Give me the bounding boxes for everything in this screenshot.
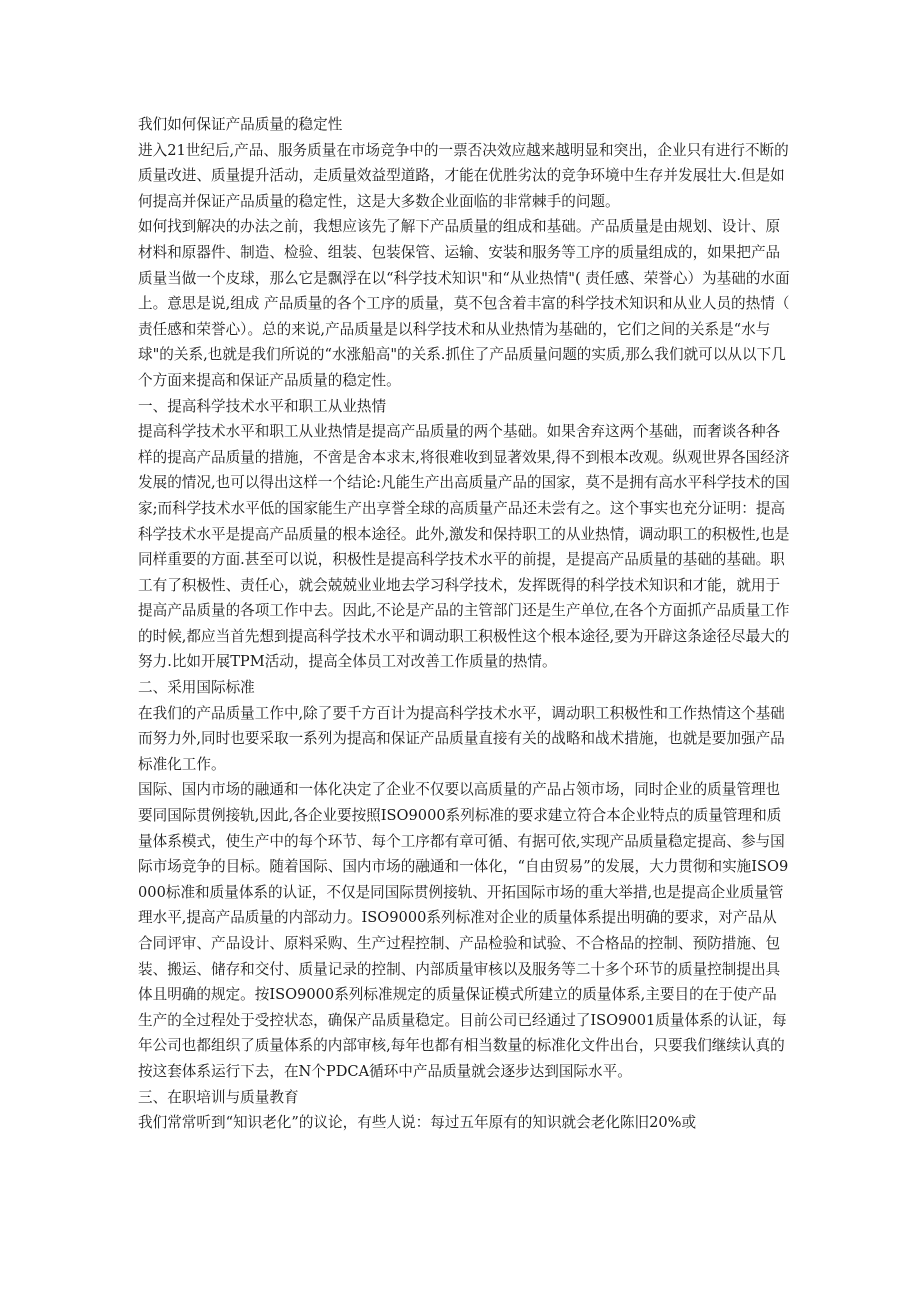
document-title: 我们如何保证产品质量的稳定性 [138,116,343,133]
section-heading-1: 一、提高科学技术水平和职工从业热情 [138,397,387,415]
section-heading-3: 三、在职培训与质量教育 [138,1088,299,1106]
paragraph-intro: 进入21世纪后,产品、服务质量在市场竞争中的一票否决效应越来越明显和突出，企业只有进行不断的质量改进、质量提升活动，走质量效益型道路，才能在优胜劣汰的竞争环境中生存并发展壮大.但是如何提高并保证产品质量的稳定性，这是大多数企业面临的非常棘手的问题。 [138,141,789,210]
paragraph-section-3: 我们常常听到“知识老化”的议论，有些人说：每过五年原有的知识就会老化陈旧20%或 [138,1114,697,1132]
paragraph-section-2a: 在我们的产品质量工作中,除了要千方百计为提高科学技术水平，调动职工积极性和工作热情这个基础而努力外,同时也要采取一系列为提高和保证产品质量直接有关的战略和战术措施，也就是要加强产品标准化工作。 [138,704,785,773]
paragraph-foundation: 如何找到解决的办法之前，我想应该先了解下产品质量的组成和基础。产品质量是由规划、设计、原材料和原器件、制造、检验、组装、包装保管、运输、安装和服务等工序的质量组成的，如果把产品质量当做一个皮球，那么它是飘浮在以“科学技术知识"和“从业热情"( 责任感、荣誉心）为基础的水面上。意思是说,组成 产品质量的各个工序的质量，莫不包含着丰富的科学技术知识和从业人员的热情（ 责任感和荣誉心）。总的来说,产品质量是以科学技术和从业热情为基础的，它们之间的关系是“水与球"的关系,也就是我们所说的“水涨船高"的关系.抓住了产品质量问题的实质,那么我们就可以从以下几个方面来提高和保证产品质量的稳定性。 [138,218,790,389]
document-body [138,112,790,1136]
paragraph-section-1: 提高科学技术水平和职工从业热情是提高产品质量的两个基础。如果舍弃这两个基础，而奢谈各种各样的提高产品质量的措施，不啻是舍本求末,将很难收到显著效果,得不到根本改观。纵观世界各国经济发展的情况,也可以得出这样一个结论:凡能生产出高质量产品的国家，莫不是拥有高水平科学技术的国家;而科学技术水平低的国家能生产出享誉全球的高质量产品还未尝有之。这个事实也充分证明：提高科学技术水平是提高产品质量的根本途径。此外,激发和保持职工的从业热情，调动职工的积极性,也是同样重要的方面.甚至可以说，积极性是提高科学技术水平的前提，是提高产品质量的基础的基础。职工有了积极性、责任心，就会兢兢业业地去学习科学技术，发挥既得的科学技术知识和才能，就用于提高产品质量的各项工作中去。因此,不论是产品的主管部门还是生产单位,在各个方面抓产品质量工作的时候,都应当首先想到提高科学技术水平和调动职工积极性这个根本途径,要为开辟这条途径尽最大的努力.比如开展TPM活动，提高全体员工对改善工作质量的热情。 [138,423,790,671]
paragraph-section-2b: 国际、国内市场的融通和一体化决定了企业不仅要以高质量的产品占领市场，同时企业的质量管理也要同国际贯例接轨,因此,各企业要按照ISO9000系列标准的要求建立符合本企业特点的质量管理和质量体系模式，使生产中的每个环节、每个工序都有章可循、有据可依,实现产品质量稳定提高、参与国际市场竞争的目标。随着国际、国内市场的融通和一体化，“自由贸易”的发展，大力贯彻和实施ISO9000标准和质量体系的认证，不仅是同国际贯例接轨、开拓国际市场的重大举措,也是提高企业质量管理水平,提高产品质量的内部动力。ISO9000系列标准对企业的质量体系提出明确的要求，对产品从合同评审、产品设计、原料采购、生产过程控制、产品检验和试验、不合格品的控制、预防措施、包装、搬运、储存和交付、质量记录的控制、内部质量审核以及服务等二十多个环节的质量控制提出具体且明确的规定。按ISO9000系列标准规定的质量保证模式所建立的质量体系,主要目的在于使产品生产的全过程处于受控状态，确保产品质量稳定。目前公司已经通过了ISO9001质量体系的认证，每年公司也都组织了质量体系的内部审核,每年也都有相当数量的标准化文件出台，只要我们继续认真的按这套体系运行下去，在N个PDCA循环中产品质量就会逐步达到国际水平。 [138,781,789,1080]
section-heading-2: 二、采用国际标准 [138,679,255,697]
